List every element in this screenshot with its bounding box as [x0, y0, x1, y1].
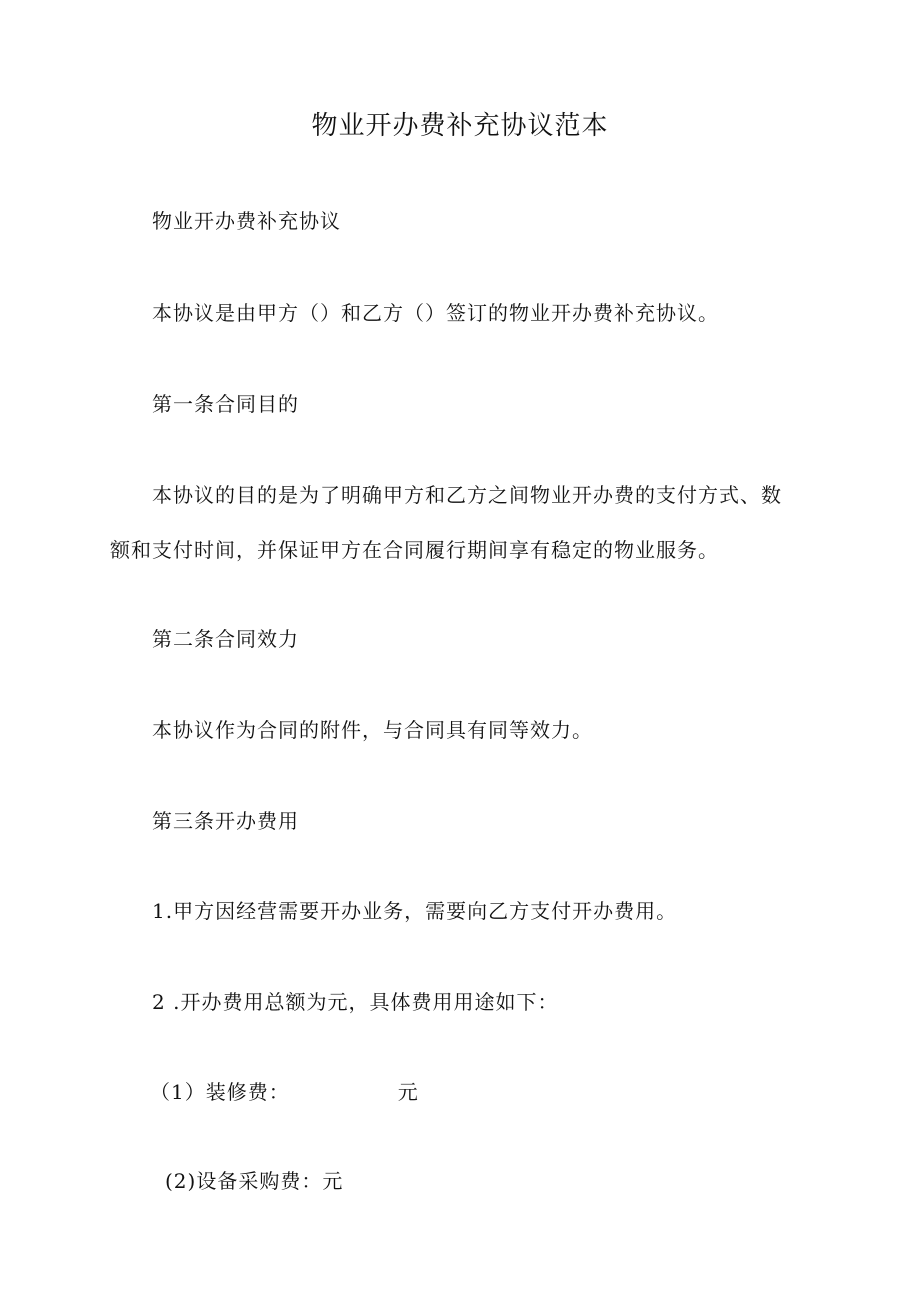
article3-heading: 第三条开办费用 — [152, 809, 299, 833]
article3-item2: 2 .开办费用总额为元，具体费用用途如下： — [152, 990, 559, 1014]
sub1-label: （1）装修费： — [150, 1080, 290, 1104]
intro-paragraph: 本协议是由甲方（）和乙方（）签订的物业开办费补充协议。 — [152, 301, 719, 325]
document-title: 物业开办费补充协议范本 — [311, 111, 609, 141]
article2-heading: 第二条合同效力 — [152, 627, 299, 651]
article1-body-line1: 本协议的目的是为了明确甲方和乙方之间物业开办费的支付方式、数 — [152, 483, 782, 507]
article3-sub1 — [150, 1077, 419, 1107]
agreement-heading: 物业开办费补充协议 — [152, 209, 341, 233]
article3-item1: 1.甲方因经营需要开办业务，需要向乙方支付开办费用。 — [152, 899, 678, 923]
article2-body: 本协议作为合同的附件，与合同具有同等效力。 — [152, 718, 593, 742]
article1-heading: 第一条合同目的 — [152, 392, 299, 416]
article3-sub2: (2)设备采购费：元 — [165, 1169, 344, 1193]
article1-body-line2: 额和支付时间，并保证甲方在合同履行期间享有稳定的物业服务。 — [110, 538, 719, 562]
sub1-unit: 元 — [397, 1080, 419, 1104]
